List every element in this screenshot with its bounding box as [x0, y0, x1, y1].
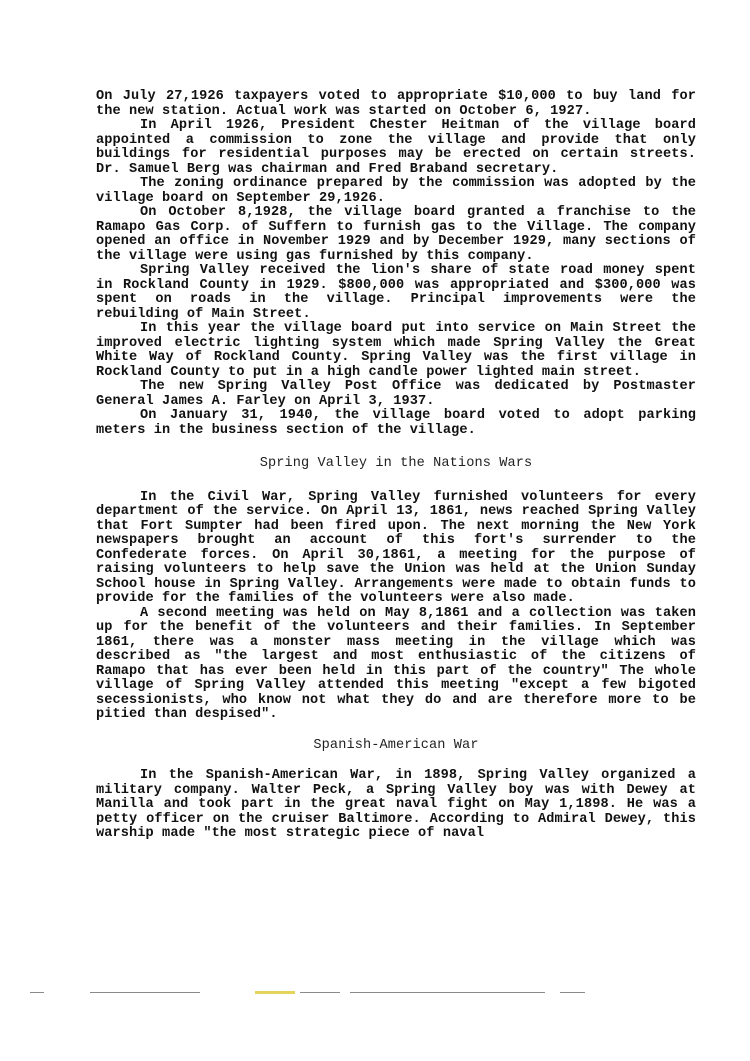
- rule-segment: [30, 992, 44, 993]
- rule-segment: [350, 992, 545, 993]
- scan-edge-rule: [0, 988, 750, 998]
- rule-segment: [300, 992, 340, 993]
- document-page: [96, 90, 696, 842]
- paragraph: On October 8,1928, the village board granted a franchise to the Ramapo Gas Corp. of Suffern to furnish gas to the Village. The company opened an office in November 1929 and by December 1929, many sections of the village were using gas furnished by this company.: [96, 205, 696, 264]
- paragraph: A second meeting was held on May 8,1861 and a collection was taken up for the benefit of the volunteers and their families. In September 1861, there was a monster mass meeting in the village which was described as "the largest and most enthusiastic of the citizens of Ramapo that has ever been held in this part of the country" The whole village of Spring Valley attended this meeting "except a few bigoted secessionists, who know not what they do and are therefore more to be pitied than despised".: [96, 605, 696, 722]
- paragraph: The new Spring Valley Post Office was dedicated by Postmaster General James A. Farley on April 3, 1937.: [96, 379, 696, 409]
- section-heading: Spanish-American War: [313, 737, 479, 753]
- paragraph: In this year the village board put into service on Main Street the improved electric lighting system which made Spring Valley the Great White Way of Rockland County. Spring Valley was the first village in Rockland County to put in a high candle power lighted main street.: [96, 321, 696, 380]
- paragraph: In April 1926, President Chester Heitman of the village board appointed a commission to zone the village and provide that only buildings for residential purposes may be erected on certain streets. Dr. Samuel Berg was chairman and Fred Braband secretary.: [96, 118, 696, 177]
- rule-segment: [90, 992, 200, 993]
- paragraph: On January 31, 1940, the village board voted to adopt parking meters in the business section of the village.: [96, 408, 696, 438]
- rule-segment: [255, 991, 295, 994]
- paragraph: In the Civil War, Spring Valley furnished volunteers for every department of the service. On April 13, 1861, news reached Spring Valley that Fort Sumpter had been fired upon. The next morning the New York newspapers brought an account of this fort's surrender to the Confederate forces. On April 30,1861, a meeting for the purpose of raising volunteers to help save the Union was held at the Union Sunday School house in Spring Valley. Arrangements were made to obtain funds to provide for the families of the volunteers were also made.: [96, 489, 696, 606]
- paragraph: The zoning ordinance prepared by the commission was adopted by the village board on September 29,1926.: [96, 176, 696, 206]
- paragraph: Spring Valley received the lion's share of state road money spent in Rockland County in 1929. $800,000 was appropriated and $300,000 was spent on roads in the village. Principal improvements were the rebuilding of Main Street.: [96, 263, 696, 322]
- rule-segment: [560, 992, 585, 993]
- paragraph: On July 27,1926 taxpayers voted to appropriate $10,000 to buy land for the new station. Actual work was started on October 6, 1927.: [96, 89, 696, 119]
- section-heading: Spring Valley in the Nations Wars: [259, 456, 533, 471]
- paragraph: In the Spanish-American War, in 1898, Spring Valley organized a military company. Walter Peck, a Spring Valley boy was with Dewey at Manilla and took part in the great naval fight on May 1,1898. He was a petty officer on the cruiser Baltimore. According to Admiral Dewey, this warship made "the most strategic piece of naval: [96, 768, 696, 841]
